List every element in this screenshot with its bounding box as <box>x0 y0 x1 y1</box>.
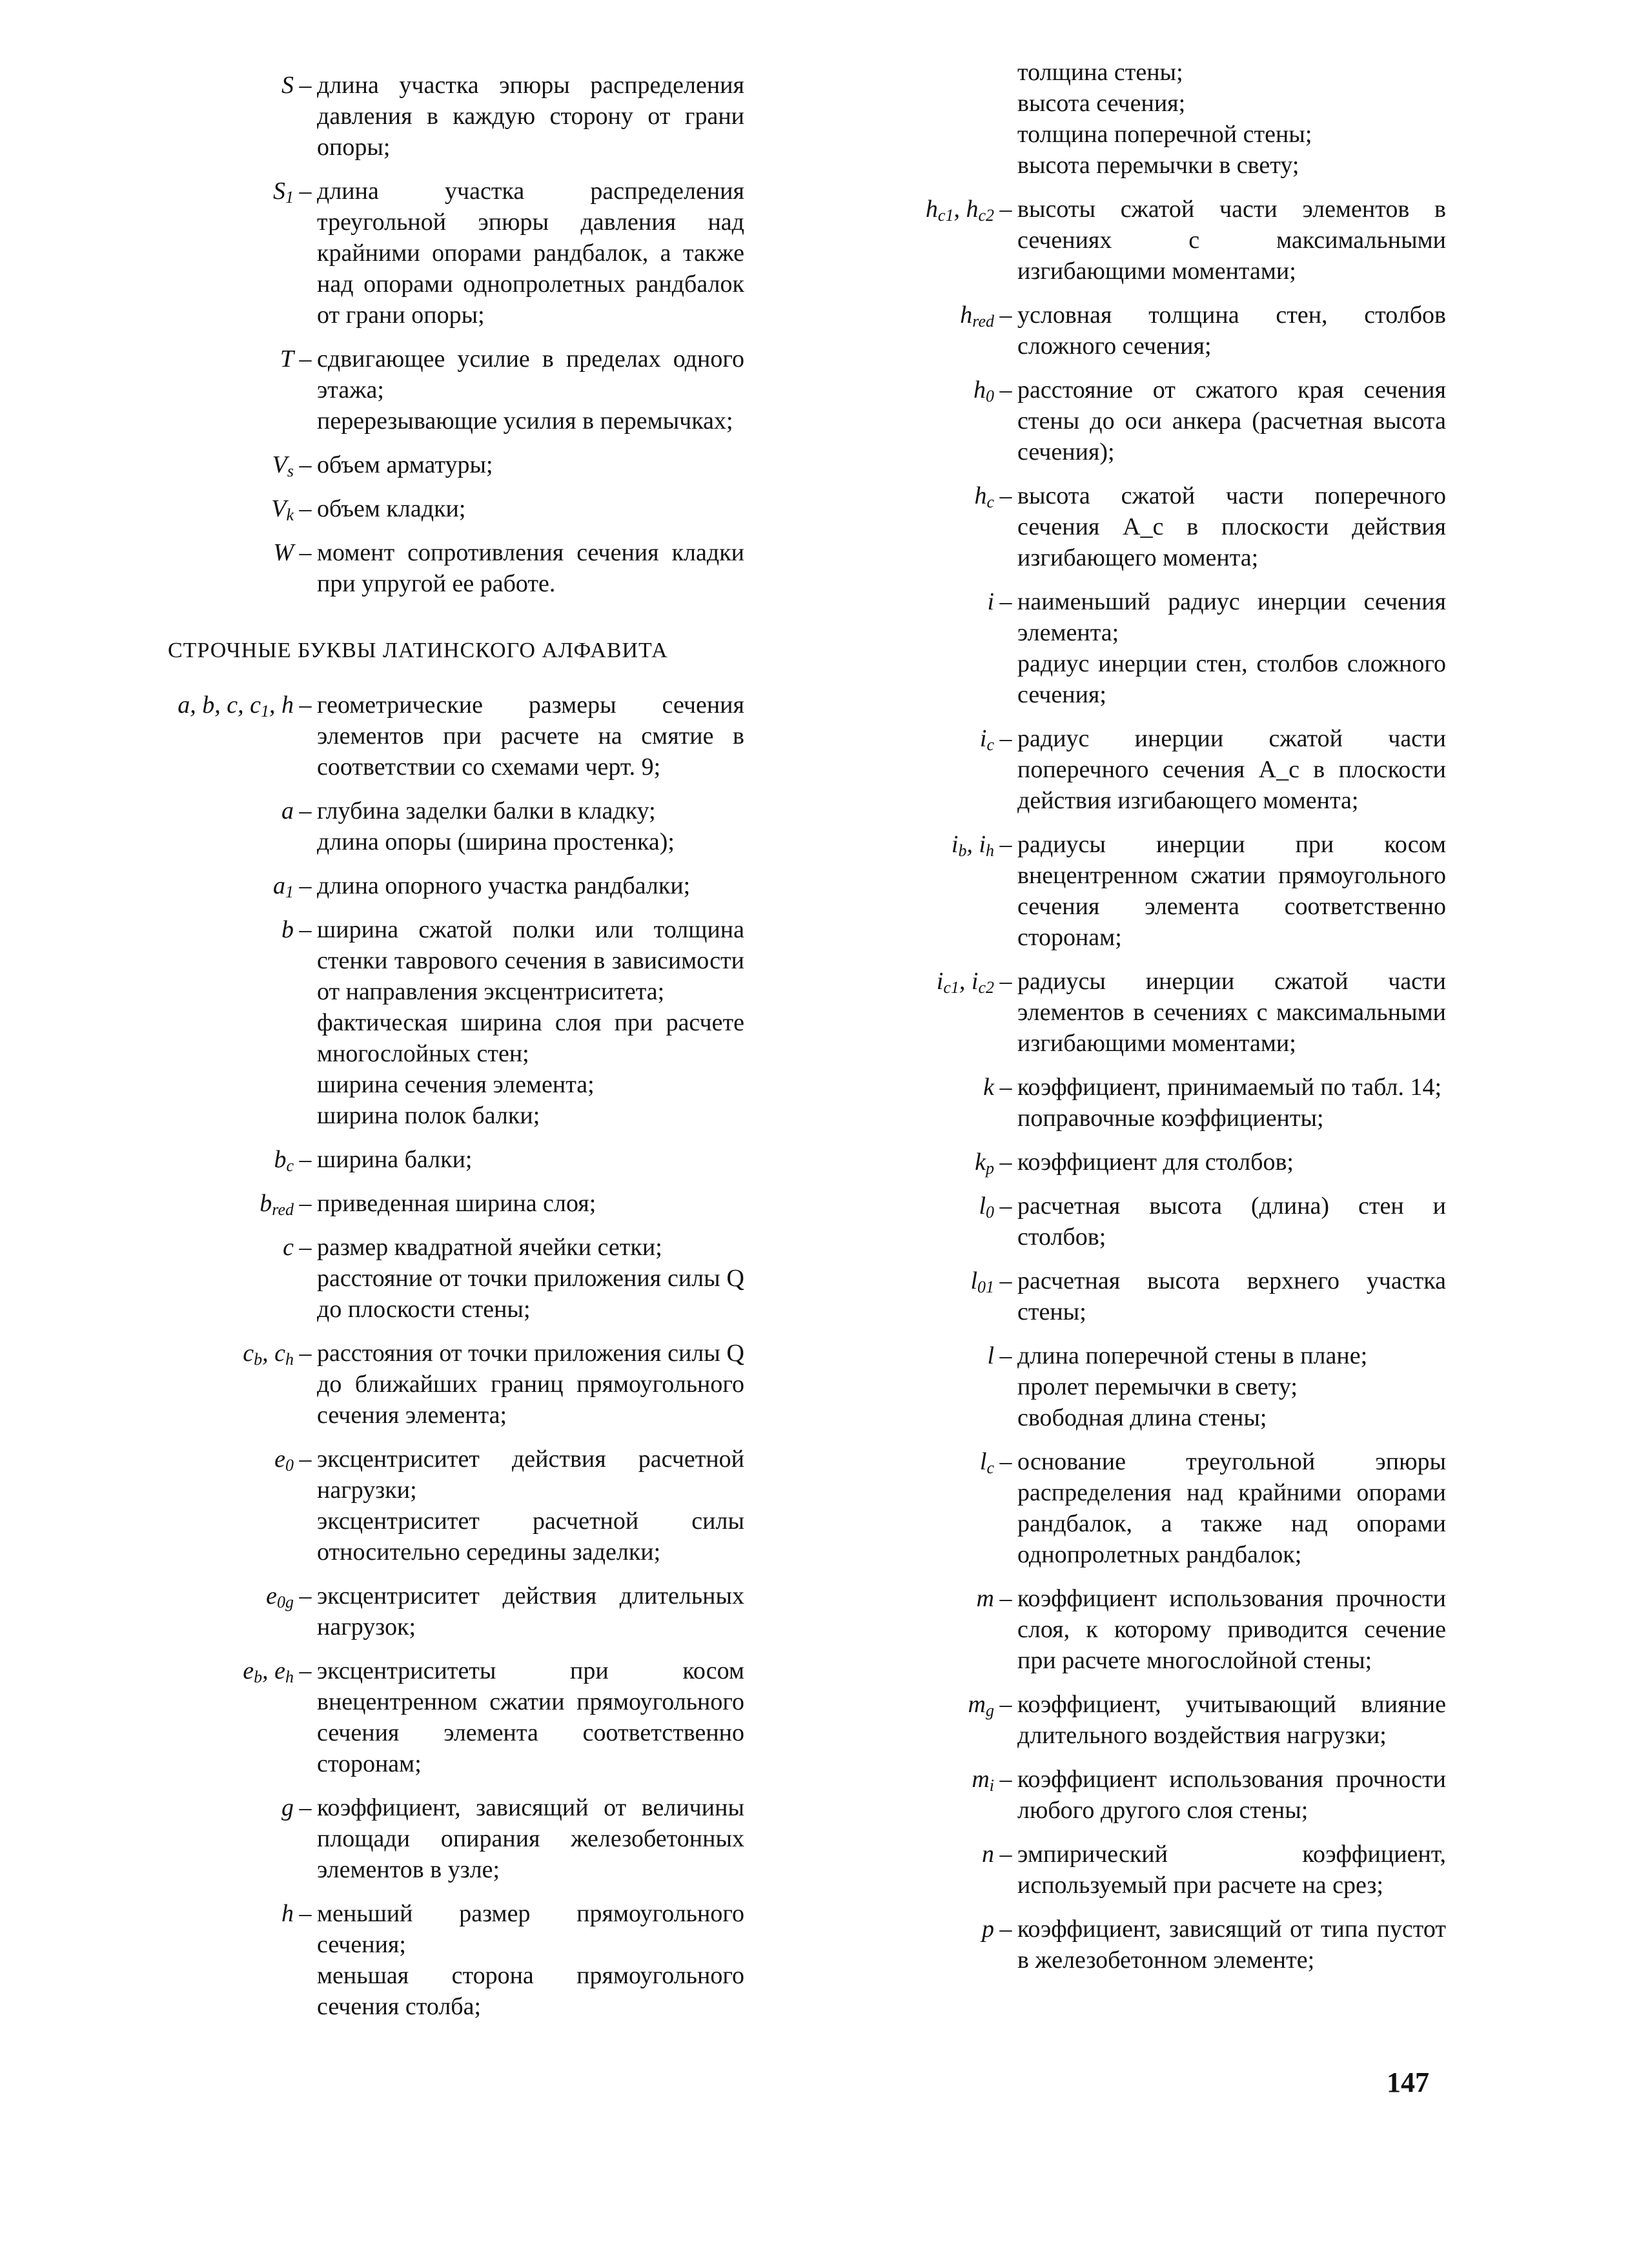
symbol-description <box>1017 194 1446 287</box>
dash-separator: – <box>299 691 312 719</box>
symbol-entry <box>126 690 744 782</box>
description-line: меньшая сторона прямоугольного сечения столба; <box>317 1962 744 2020</box>
dash-separator: – <box>299 1340 312 1367</box>
symbol <box>853 1147 994 1178</box>
symbol-letter: , i <box>966 831 986 858</box>
symbol-subscript: c <box>286 1156 294 1175</box>
description-line: эксцентриситеты при косом внецентренном сжатии прямоугольного сечения элемента соответственно сторонам; <box>317 1657 744 1777</box>
dash-separator: – <box>299 1900 312 1927</box>
symbol <box>853 1914 994 1945</box>
symbol <box>853 1340 994 1371</box>
symbol <box>853 1190 994 1221</box>
description-line: высоты сжатой части элементов в сечениях с максимальными изгибающими моментами; <box>1017 196 1446 285</box>
symbol <box>126 449 294 480</box>
symbol-description <box>1017 1689 1446 1751</box>
symbol-subscript: 0 <box>986 1203 994 1221</box>
left-column <box>126 70 744 2035</box>
dash-separator: – <box>999 1585 1012 1612</box>
description-line: ширина полок балки; <box>317 1102 540 1129</box>
dash-separator: – <box>999 831 1012 858</box>
description-line: объем арматуры; <box>317 451 493 478</box>
dash-separator: – <box>999 1916 1012 1943</box>
dash-separator: – <box>299 1657 312 1684</box>
dash-separator: – <box>299 1446 312 1473</box>
symbol-letter: i <box>951 831 959 858</box>
symbol-entry <box>126 795 744 857</box>
symbol-entry <box>126 1655 744 1779</box>
dash-separator: – <box>999 1691 1012 1718</box>
symbol-description <box>1017 1190 1446 1252</box>
symbol <box>853 829 994 860</box>
dash-separator: – <box>299 495 312 522</box>
symbol-letter: b <box>260 1190 272 1217</box>
symbol-subscript: b <box>254 1350 263 1369</box>
symbol-letter: k <box>975 1149 986 1176</box>
symbol-entry <box>126 1580 744 1642</box>
symbol <box>126 870 294 901</box>
dash-separator: – <box>999 1766 1012 1793</box>
description-line: длина опоры (ширина простенка); <box>317 828 675 855</box>
symbol <box>126 1792 294 1823</box>
symbol-entry <box>853 1446 1446 1570</box>
symbol-entry <box>126 1444 744 1568</box>
dash-separator: – <box>299 345 312 373</box>
dash-separator: – <box>999 376 1012 404</box>
symbol-entry <box>853 1147 1446 1178</box>
description-line: перерезывающие усилия в перемычках; <box>317 407 733 434</box>
symbol-entry <box>853 1839 1446 1901</box>
dash-separator: – <box>999 301 1012 329</box>
symbol-list-uppercase <box>126 70 744 599</box>
description-line: момент сопротивления сечения кладки при упругой ее работе. <box>317 539 744 597</box>
description-line: ширина сжатой полки или толщина стенки таврового сечения в зависимости от направления эксцентриситета; <box>317 916 744 1005</box>
symbol-letter: V <box>272 451 287 478</box>
symbol-subscript: 0 <box>285 1456 294 1475</box>
symbol-description <box>1017 1340 1446 1433</box>
symbol-entry <box>853 57 1446 181</box>
dash-separator: – <box>999 968 1012 995</box>
symbol-letter: k <box>983 1074 994 1101</box>
symbol-description <box>1017 723 1446 816</box>
symbol-subscript: 01 <box>977 1278 994 1296</box>
description-line: толщина поперечной стены; <box>1017 121 1312 148</box>
description-line: эмпирический коэффициент, используемый при расчете на срез; <box>1017 1841 1446 1899</box>
symbol-subscript: c1 <box>937 206 954 225</box>
description-line: основание треугольной эпюры распределения над крайними опорами рандбалок, а также над опорами однопролетных рандбалок; <box>1017 1448 1446 1568</box>
symbol-entry <box>853 300 1446 362</box>
symbol-entry <box>126 1144 744 1175</box>
symbol-subscript: red <box>272 1200 294 1219</box>
symbol <box>853 374 994 405</box>
symbol-description <box>317 493 744 524</box>
symbol-entry <box>126 70 744 163</box>
symbol <box>853 723 994 754</box>
symbol-description <box>317 1232 744 1325</box>
symbol <box>853 194 994 225</box>
symbol-subscript: c <box>986 735 994 754</box>
symbol-subscript: s <box>287 462 294 480</box>
description-line: геометрические размеры сечения элементов при расчете на смятие в соответствии со схемами черт. 9; <box>317 691 744 781</box>
symbol-description <box>1017 586 1446 710</box>
symbol-letter: S <box>281 72 294 99</box>
symbol <box>853 1764 994 1795</box>
description-line: радиусы инерции сжатой части элементов в сечениях с максимальными изгибающими моментами; <box>1017 968 1446 1057</box>
symbol-letter: n <box>982 1841 994 1868</box>
description-line: толщина стены; <box>1017 59 1183 86</box>
description-line: высота сечения; <box>1017 90 1186 117</box>
description-line: объем кладки; <box>317 495 466 522</box>
symbol <box>853 1839 994 1870</box>
symbol-letter: c <box>243 1340 254 1367</box>
symbol-letter: l <box>979 1448 987 1475</box>
symbol-entry <box>853 586 1446 710</box>
section-heading: СТРОЧНЫЕ БУКВЫ ЛАТИНСКОГО АЛФАВИТА <box>168 639 668 662</box>
symbol-entry <box>853 1072 1446 1134</box>
symbol-description <box>1017 1072 1446 1134</box>
symbol-entry <box>853 1914 1446 1976</box>
symbol-description <box>317 1444 744 1568</box>
symbol-description <box>317 537 744 599</box>
symbol-subscript: h <box>986 841 994 860</box>
symbol-entry <box>853 194 1446 287</box>
symbol-subscript: c2 <box>978 206 994 225</box>
symbol-list-lowercase <box>126 690 744 2022</box>
symbol-entry <box>126 449 744 480</box>
symbol-subscript: 1 <box>285 188 294 207</box>
dash-separator: – <box>999 1074 1012 1101</box>
description-line: длина участка эпюры распределения давления в каждую сторону от грани опоры; <box>317 72 744 161</box>
symbol <box>853 480 994 511</box>
symbol-description <box>317 1580 744 1642</box>
symbol-entry <box>853 966 1446 1059</box>
symbol-entry <box>853 723 1446 816</box>
symbol-letter: c <box>283 1234 294 1261</box>
dash-separator: – <box>999 1448 1012 1475</box>
symbol-entry <box>853 480 1446 573</box>
description-line: расстояния от точки приложения силы Q до ближайших границ прямоугольного сечения элемента; <box>317 1340 744 1429</box>
symbol-description <box>1017 1764 1446 1826</box>
description-line: коэффициент использования прочности любого другого слоя стены; <box>1017 1766 1446 1824</box>
dash-separator: – <box>299 539 312 566</box>
symbol-letter: m <box>976 1585 994 1612</box>
symbol <box>126 1580 294 1611</box>
symbol-description <box>317 70 744 163</box>
symbol-description <box>1017 1583 1446 1676</box>
symbol-subscript: b <box>958 841 967 860</box>
description-line: коэффициент, зависящий от величины площади опирания железобетонных элементов в узле; <box>317 1794 744 1883</box>
description-line: коэффициент использования прочности слоя, к которому приводится сечение при расчете многослойной стены; <box>1017 1585 1446 1674</box>
symbol <box>126 690 294 720</box>
symbol-entry <box>126 343 744 436</box>
symbol-description <box>317 449 744 480</box>
dash-separator: – <box>999 725 1012 752</box>
symbol-description <box>317 1655 744 1779</box>
symbol-entry <box>853 1340 1446 1433</box>
symbol <box>853 966 994 997</box>
symbol-letter: , h <box>269 691 294 719</box>
symbol-letter: i <box>936 968 944 995</box>
symbol-letter: , c <box>262 1340 285 1367</box>
symbol-letter: m <box>968 1691 986 1718</box>
description-line: высота перемычки в свету; <box>1017 152 1299 179</box>
dash-separator: – <box>999 482 1012 509</box>
description-line: длина опорного участка рандбалки; <box>317 872 691 899</box>
symbol <box>126 1898 294 1929</box>
dash-separator: – <box>999 196 1012 223</box>
symbol-entry <box>126 1792 744 1885</box>
symbol-letter: a, b, c, c <box>178 691 261 719</box>
symbol-subscript: red <box>972 312 994 331</box>
symbol-entry <box>853 1689 1446 1751</box>
symbol <box>126 914 294 945</box>
description-line: фактическая ширина слоя при расчете многослойных стен; <box>317 1009 744 1067</box>
symbol-letter: h <box>281 1900 294 1927</box>
symbol-letter: i <box>979 725 987 752</box>
symbol-subscript: b <box>254 1668 263 1686</box>
symbol-subscript: k <box>286 506 294 524</box>
symbol-letter: h <box>974 482 987 509</box>
symbol-description <box>1017 1265 1446 1327</box>
symbol-description <box>317 343 744 436</box>
dash-separator: – <box>299 1190 312 1217</box>
description-line: условная толщина стен, столбов сложного сечения; <box>1017 301 1446 360</box>
description-line: размер квадратной ячейки сетки; <box>317 1234 662 1261</box>
symbol <box>126 176 294 207</box>
symbol-letter: g <box>281 1794 294 1821</box>
symbol-description <box>1017 1914 1446 1976</box>
symbol <box>126 1444 294 1475</box>
description-line: наименьший радиус инерции сечения элемента; <box>1017 588 1446 646</box>
description-line: глубина заделки балки в кладку; <box>317 797 656 824</box>
symbol <box>853 300 994 331</box>
description-line: ширина балки; <box>317 1146 473 1173</box>
dash-separator: – <box>999 1267 1012 1294</box>
dash-separator: – <box>299 1146 312 1173</box>
symbol-letter: l <box>979 1192 986 1220</box>
symbol-description <box>1017 829 1446 953</box>
symbol-letter: a <box>273 872 285 899</box>
description-line: радиусы инерции при косом внецентренном сжатии прямоугольного сечения элемента соответственно сторонам; <box>1017 831 1446 951</box>
symbol-entry <box>126 1338 744 1431</box>
symbol-letter: l <box>987 1342 994 1369</box>
symbol-letter: V <box>271 495 287 522</box>
description-line: длина поперечной стены в плане; <box>1017 1342 1368 1369</box>
dash-separator: – <box>999 1342 1012 1369</box>
dash-separator: – <box>299 872 312 899</box>
description-line: пролет перемычки в свету; <box>1017 1373 1298 1400</box>
symbol-description <box>1017 1147 1446 1178</box>
symbol <box>853 1446 994 1477</box>
description-line: коэффициент, принимаемый по табл. 14; <box>1017 1074 1442 1101</box>
symbol <box>853 1689 994 1720</box>
symbol-subscript: p <box>986 1159 994 1178</box>
symbol-description <box>1017 57 1446 181</box>
symbol <box>126 70 294 101</box>
dash-separator: – <box>999 588 1012 615</box>
symbol-description <box>1017 966 1446 1059</box>
symbol-subscript: c1 <box>943 978 959 997</box>
symbol <box>126 1338 294 1369</box>
symbol-letter: b <box>274 1146 287 1173</box>
symbol <box>853 1072 994 1103</box>
description-line: коэффициент, зависящий от типа пустот в железобетонном элементе; <box>1017 1916 1446 1974</box>
symbol <box>126 343 294 374</box>
symbol-letter: i <box>987 588 994 615</box>
symbol-description <box>317 1188 744 1219</box>
symbol-entry <box>126 1898 744 2022</box>
symbol-entry <box>853 1583 1446 1676</box>
symbol <box>126 1144 294 1175</box>
symbol-description <box>1017 480 1446 573</box>
symbol-subscript: c <box>986 1458 994 1477</box>
symbol-subscript: h <box>285 1350 294 1369</box>
description-line: радиус инерции сжатой части поперечного сечения A_c в плоскости действия изгибающего момента; <box>1017 725 1446 814</box>
symbol-description <box>1017 374 1446 467</box>
symbol-letter: e <box>274 1446 285 1473</box>
description-line: расчетная высота верхнего участка стены; <box>1017 1267 1446 1325</box>
symbol-description <box>317 1792 744 1885</box>
symbol-subscript: h <box>285 1668 294 1686</box>
symbol-list-lowercase-continued <box>853 57 1446 1976</box>
symbol <box>126 1188 294 1219</box>
dash-separator: – <box>999 1149 1012 1176</box>
description-line: расстояние от точки приложения силы Q до плоскости стены; <box>317 1265 744 1323</box>
symbol-letter: T <box>280 345 294 373</box>
symbol-letter: e <box>243 1657 254 1684</box>
description-line: поправочные коэффициенты; <box>1017 1105 1324 1132</box>
dash-separator: – <box>299 1582 312 1609</box>
description-line: радиус инерции стен, столбов сложного сечения; <box>1017 650 1446 708</box>
description-line: сдвигающее усилие в пределах одного этажа; <box>317 345 744 404</box>
symbol-entry <box>853 829 1446 953</box>
symbol-description <box>317 914 744 1131</box>
symbol-entry <box>126 914 744 1131</box>
description-line: коэффициент, учитывающий влияние длительного воздействия нагрузки; <box>1017 1691 1446 1749</box>
symbol <box>853 1265 994 1296</box>
symbol-description <box>317 1144 744 1175</box>
symbol-entry <box>126 537 744 599</box>
symbol-entry <box>853 1190 1446 1252</box>
right-column <box>853 59 1446 1988</box>
symbol-letter: W <box>273 539 294 566</box>
symbol-letter: a <box>281 797 294 824</box>
symbol-entry <box>126 176 744 331</box>
description-line: меньший размер прямоугольного сечения; <box>317 1900 744 1958</box>
dash-separator: – <box>299 72 312 99</box>
symbol-entry <box>126 870 744 901</box>
symbol-letter: h <box>960 301 973 329</box>
symbol <box>126 537 294 568</box>
dash-separator: – <box>999 1841 1012 1868</box>
symbol-letter: S <box>273 178 285 205</box>
description-line: высота сжатой части поперечного сечения A_c в плоскости действия изгибающего момента; <box>1017 482 1446 571</box>
description-line: длина участка распределения треугольной эпюры давления над крайними опорами рандбалок, а также над опорами однопролетных рандбалок от грани опоры; <box>317 178 744 329</box>
symbol <box>126 795 294 826</box>
symbol-entry <box>853 1764 1446 1826</box>
symbol-letter: , e <box>262 1657 285 1684</box>
dash-separator: – <box>299 178 312 205</box>
symbol-letter: , h <box>953 196 979 223</box>
symbol-subscript: g <box>986 1701 994 1720</box>
dash-separator: – <box>299 797 312 824</box>
symbol-description <box>317 1338 744 1431</box>
symbol-description <box>317 1898 744 2022</box>
symbol <box>126 1655 294 1686</box>
symbol-letter: h <box>973 376 986 404</box>
symbol-subscript: 1 <box>261 702 269 720</box>
symbol <box>126 493 294 524</box>
symbol-subscript: 0 <box>986 387 994 405</box>
symbol-description <box>1017 300 1446 362</box>
dash-separator: – <box>299 451 312 478</box>
symbol-entry <box>853 1265 1446 1327</box>
dash-separator: – <box>299 1794 312 1821</box>
description-line: расчетная высота (длина) стен и столбов; <box>1017 1192 1446 1251</box>
symbol <box>853 586 994 617</box>
symbol-entry <box>853 374 1446 467</box>
description-line: ширина сечения элемента; <box>317 1071 595 1098</box>
description-line: эксцентриситет действия расчетной нагрузки; <box>317 1446 744 1504</box>
symbol-entry <box>126 1232 744 1325</box>
symbol-subscript: 0g <box>277 1593 294 1611</box>
symbol <box>853 1583 994 1614</box>
symbol-description <box>317 176 744 331</box>
description-line: свободная длина стены; <box>1017 1404 1267 1431</box>
symbol-description <box>1017 1446 1446 1570</box>
symbol-letter: b <box>281 916 294 943</box>
description-line: приведенная ширина слоя; <box>317 1190 596 1217</box>
dash-separator: – <box>299 1234 312 1261</box>
symbol-subscript: 1 <box>285 883 294 901</box>
symbol-letter: , i <box>959 968 979 995</box>
symbol-letter: h <box>925 196 938 223</box>
symbol-letter: p <box>982 1916 994 1943</box>
symbol-description <box>317 870 744 901</box>
symbol-subscript: i <box>989 1776 994 1795</box>
description-line: эксцентриситет расчетной силы относительно середины заделки; <box>317 1507 744 1566</box>
dash-separator: – <box>299 916 312 943</box>
symbol-subscript: c2 <box>978 978 994 997</box>
description-line: расстояние от сжатого края сечения стены до оси анкера (расчетная высота сечения); <box>1017 376 1446 465</box>
page-number: 147 <box>1387 2067 1429 2098</box>
symbol <box>126 1232 294 1263</box>
symbol-entry <box>126 1188 744 1219</box>
description-line: эксцентриситет действия длительных нагрузок; <box>317 1582 744 1640</box>
symbol-description <box>1017 1839 1446 1901</box>
symbol-letter: l <box>970 1267 977 1294</box>
symbol-letter: e <box>266 1582 277 1609</box>
description-line: коэффициент для столбов; <box>1017 1149 1294 1176</box>
symbol-description <box>317 795 744 857</box>
symbol-description <box>317 690 744 782</box>
dash-separator: – <box>999 1192 1012 1220</box>
symbol-subscript: c <box>986 493 994 511</box>
symbol-letter: m <box>972 1766 990 1793</box>
symbol-entry <box>126 493 744 524</box>
